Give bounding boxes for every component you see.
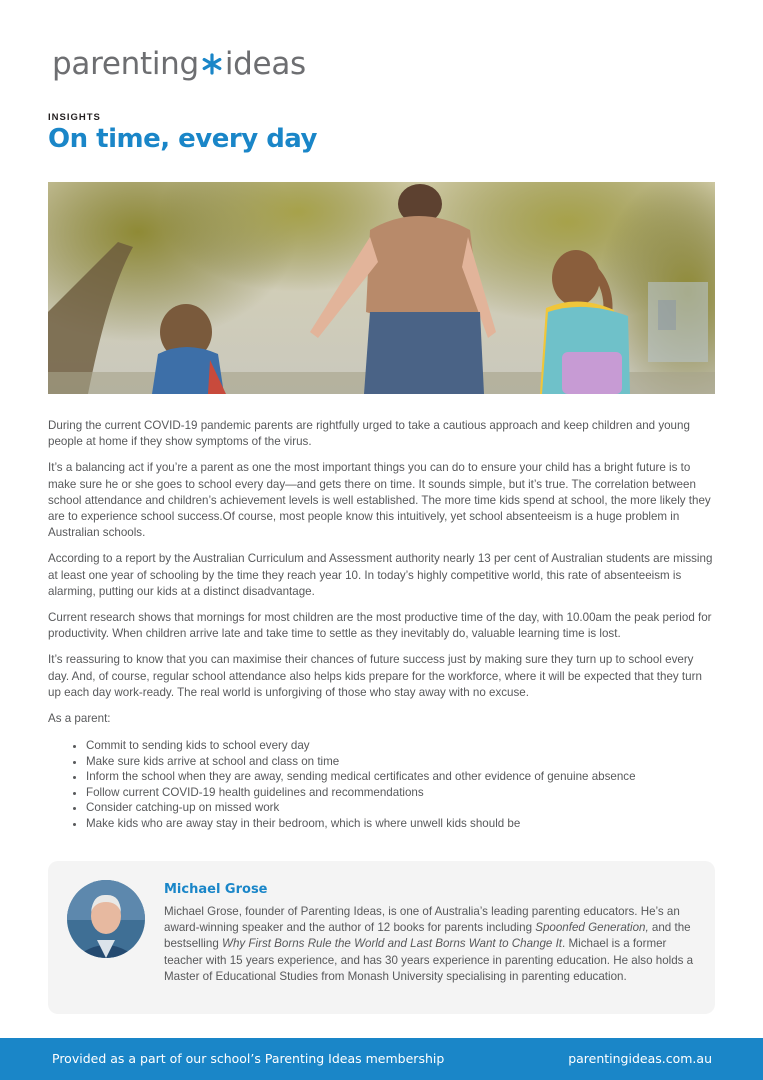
list-item: • Make kids who are away stay in their bedroom, which is where unwell kids should be [86,816,716,832]
paragraph: It’s a balancing act if you’re a parent as one the most important things you can do to ensure your child has a bright future is to make sure he or she goes to school every day—and gets there on time. It sounds simple, but it’s true. The correlation between school attendance and children’s achievement levels is well established. The more time kids spend at school, the more likely they are to experience school success.Of course, most people know this intuitively, yet school absenteeism is a huge problem in Australian schools. [48,461,711,540]
asterisk-icon [201,53,223,75]
article-title: On time, every day [48,124,318,154]
logo-word-parenting: parenting [52,46,199,82]
parenting-ideas-logo [52,44,306,84]
list-item: • Commit to sending kids to school every day [86,738,716,754]
paragraph: As a parent: [48,712,111,726]
tips-list [48,738,716,831]
hero-photo [48,182,715,394]
website-link[interactable]: parentingideas.com.au [568,1051,712,1066]
paragraph: It’s reassuring to know that you can maximise their chances of future success just by making sure they turn up to school every day. And, of course, regular school attendance also helps kids prepare for the workforce, where it will be expected that they turn up each day work-ready. The real world is unforgiving of those who stay away with no excuse. [48,653,702,699]
book-title: Spoonfed Generation, [535,921,649,935]
list-item: • Follow current COVID-19 health guidelines and recommendations [86,785,716,801]
category-label: INSIGHTS [48,112,101,123]
article-body [48,418,716,831]
paragraph: Current research shows that mornings for most children are the most productive time of the day, with 10.00am the peak period for productivity. When children arrive late and take time to settle as they inevitably do, valuable learning time is lost. [48,611,712,641]
logo-word-ideas: ideas [224,46,306,82]
author-name: Michael Grose [164,882,268,897]
membership-note: Provided as a part of our school’s Parenting Ideas membership [52,1051,445,1066]
avatar [67,880,145,958]
paragraph: According to a report by the Australian Curriculum and Assessment authority nearly 13 per cent of Australian students are missing at least one year of schooling by the time they reach year 10. In today’s highly competitive world, this rate of absenteeism is alarming, putting our kids at a distinct disadvantage. [48,552,713,598]
bio-text-part: . Michael is a former teacher with 15 years experience, and has 30 years experience in parenting education. He also holds a Master of Educational Studies from Monash University specialising in parenting education. [164,937,694,983]
list-item: • Make sure kids arrive at school and class on time [86,754,716,770]
paragraph: During the current COVID-19 pandemic parents are rightfully urged to take a cautious approach and keep children and young people at home if they show symptoms of the virus. [48,419,690,449]
bio-text-part: Michael Grose, founder of Parenting Ideas, is one of Australia’s leading parenting educators. He’s an award-winning speaker and the author of 12 books for parents including [164,905,680,935]
author-bio-card [48,861,715,1014]
bio-text-part: and the bestselling [164,921,691,951]
footer-bar [0,1038,763,1080]
list-item: • Consider catching-up on missed work [86,800,716,816]
book-title: Why First Borns Rule the World and Last Borns Want to Change It [222,937,563,951]
list-item: • Inform the school when they are away, sending medical certificates and other evidence of genuine absence [86,769,716,785]
author-bio [164,904,694,985]
